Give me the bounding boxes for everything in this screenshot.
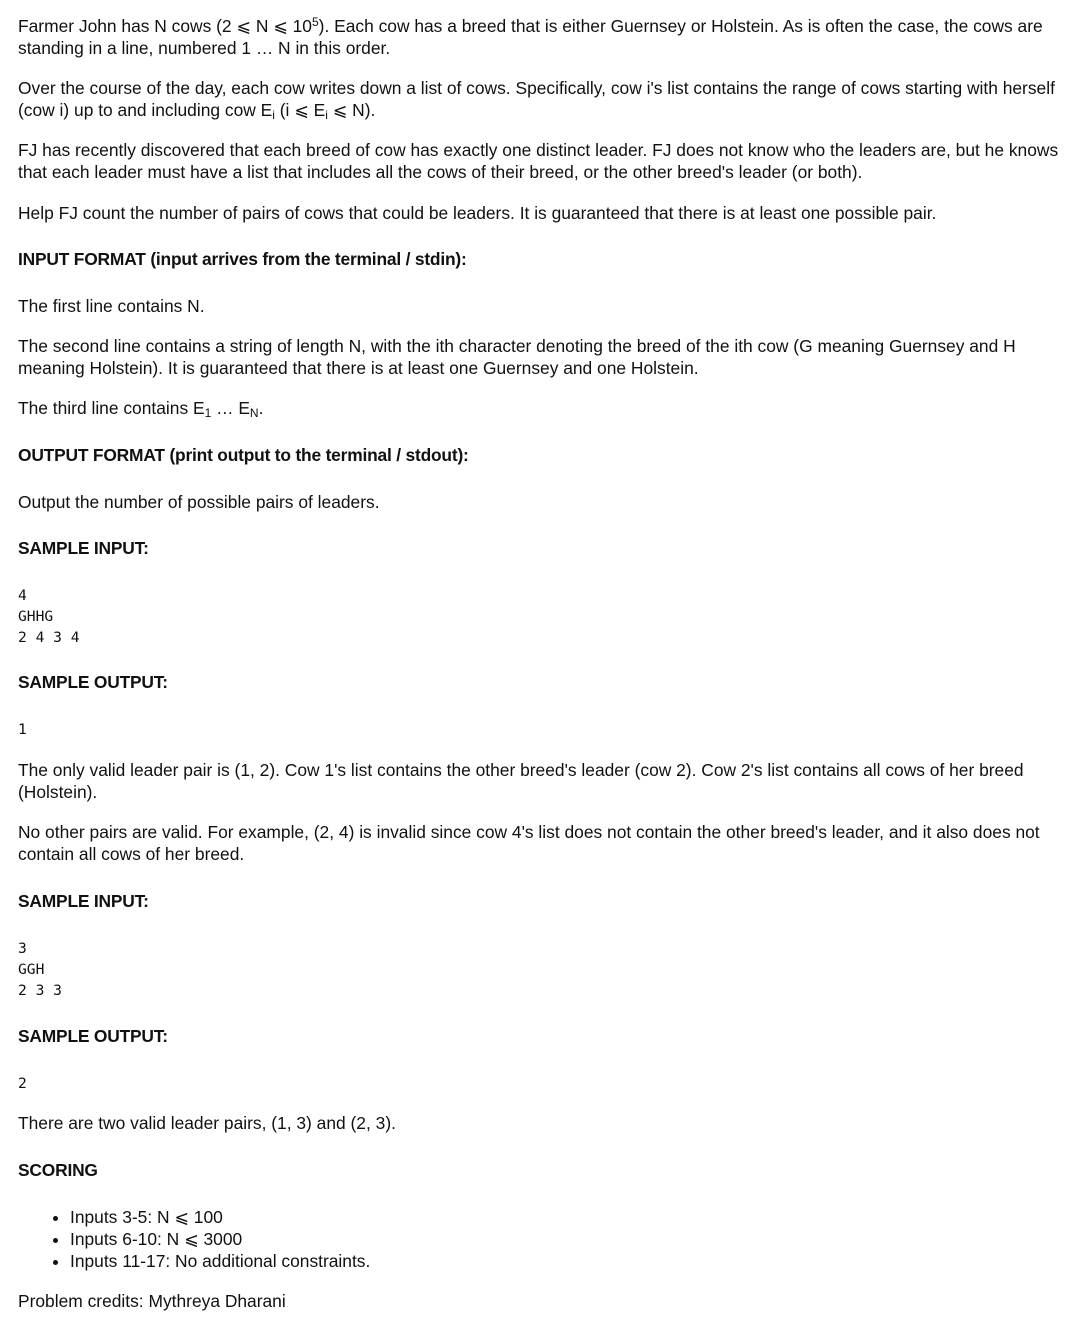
intro-text: Farmer John has N cows (2 ⩽ N ⩽ 10 (18, 16, 312, 36)
subscript: i (325, 108, 328, 122)
sample-output-code: 1 (18, 721, 27, 738)
input-format-line-3 (18, 397, 1074, 419)
output-format-heading: OUTPUT FORMAT (print output to the terminal / stdout): (18, 445, 469, 465)
subscript: i (272, 108, 275, 122)
sample-output-code: 2 (18, 1075, 27, 1092)
sample-input-heading: SAMPLE INPUT: (18, 538, 149, 558)
scoring-item: • Inputs 6-10: N ⩽ 3000 (70, 1228, 1074, 1250)
intro-text: FJ has recently discovered that each breed of cow has exactly one distinct leader. FJ does not know who the leaders are, but he knows that each leader must have a list that includes all the cows of their breed, or the other breed's leader (or both). (18, 140, 1059, 182)
input-format-heading: INPUT FORMAT (input arrives from the terminal / stdin): (18, 249, 467, 269)
input-format-line-2: The second line contains a string of length N, with the ith character denoting the breed of the ith cow (G meaning Guernsey and H meaning Holstein). It is guaranteed that there is at least one Guernsey and one Holstein. (18, 336, 1016, 378)
intro-paragraph-4 (18, 202, 1074, 224)
intro-text: Help FJ count the number of pairs of cows that could be leaders. It is guaranteed that there is at least one possible pair. (18, 203, 937, 223)
intro-text: Over the course of the day, each cow writes down a list of cows. Specifically, cow i's list contains the range of cows starting with herself (cow i) up to and including cow E (18, 78, 1055, 120)
problem-credits: Problem credits: Mythreya Dharani (18, 1291, 286, 1311)
code-line: 2 4 3 4 (18, 629, 80, 646)
scoring-heading: SCORING (18, 1160, 98, 1180)
scoring-item: • Inputs 11-17: No additional constraints. (70, 1250, 1074, 1272)
subscript: 1 (204, 406, 212, 420)
sample-input-heading: SAMPLE INPUT: (18, 891, 149, 911)
intro-paragraph-3 (18, 139, 1074, 183)
sample-output-heading: SAMPLE OUTPUT: (18, 1026, 168, 1046)
sample-input-code (18, 938, 1074, 1001)
input-format-text: . (258, 398, 264, 418)
intro-text: ). Each cow has a breed that is either Guernsey or Holstein. As is often the case, the cows are standing in a line, numbered 1 … N in this order. (18, 16, 1043, 58)
intro-text: (i ⩽ E (274, 100, 326, 120)
scoring-item: • Inputs 3-5: N ⩽ 100 (70, 1206, 1074, 1228)
subscript: N (249, 406, 259, 420)
sample-explanation-1: The only valid leader pair is (1, 2). Cow 1's list contains the other breed's leader (cow 2). Cow 2's list contains all cows of her breed (Holstein). (18, 760, 1024, 802)
output-format-text: Output the number of possible pairs of leaders. (18, 492, 380, 512)
input-format-line-1: The first line contains N. (18, 296, 205, 316)
intro-text: ⩽ N). (327, 100, 376, 120)
scoring-list (18, 1206, 1074, 1272)
sample-explanation-2: No other pairs are valid. For example, (2, 4) is invalid since cow 4's list does not contain the other breed's leader, and it also does not contain all cows of her breed. (18, 822, 1040, 864)
code-line: 4 (18, 587, 27, 604)
intro-paragraph-1 (18, 15, 1074, 59)
sample-input-code (18, 585, 1074, 648)
exponent: 5 (311, 15, 319, 29)
input-format-text: … E (211, 398, 250, 418)
code-line: 3 (18, 940, 27, 957)
sample-explanation-1: There are two valid leader pairs, (1, 3) and (2, 3). (18, 1113, 396, 1133)
sample-output-heading: SAMPLE OUTPUT: (18, 672, 168, 692)
scoring-list-wrapper (18, 1206, 1074, 1272)
input-format-text: The third line contains E (18, 398, 205, 418)
code-line: 2 3 3 (18, 982, 62, 999)
code-line: GGH (18, 961, 45, 978)
intro-paragraph-2 (18, 77, 1074, 121)
code-line: GHHG (18, 608, 54, 625)
